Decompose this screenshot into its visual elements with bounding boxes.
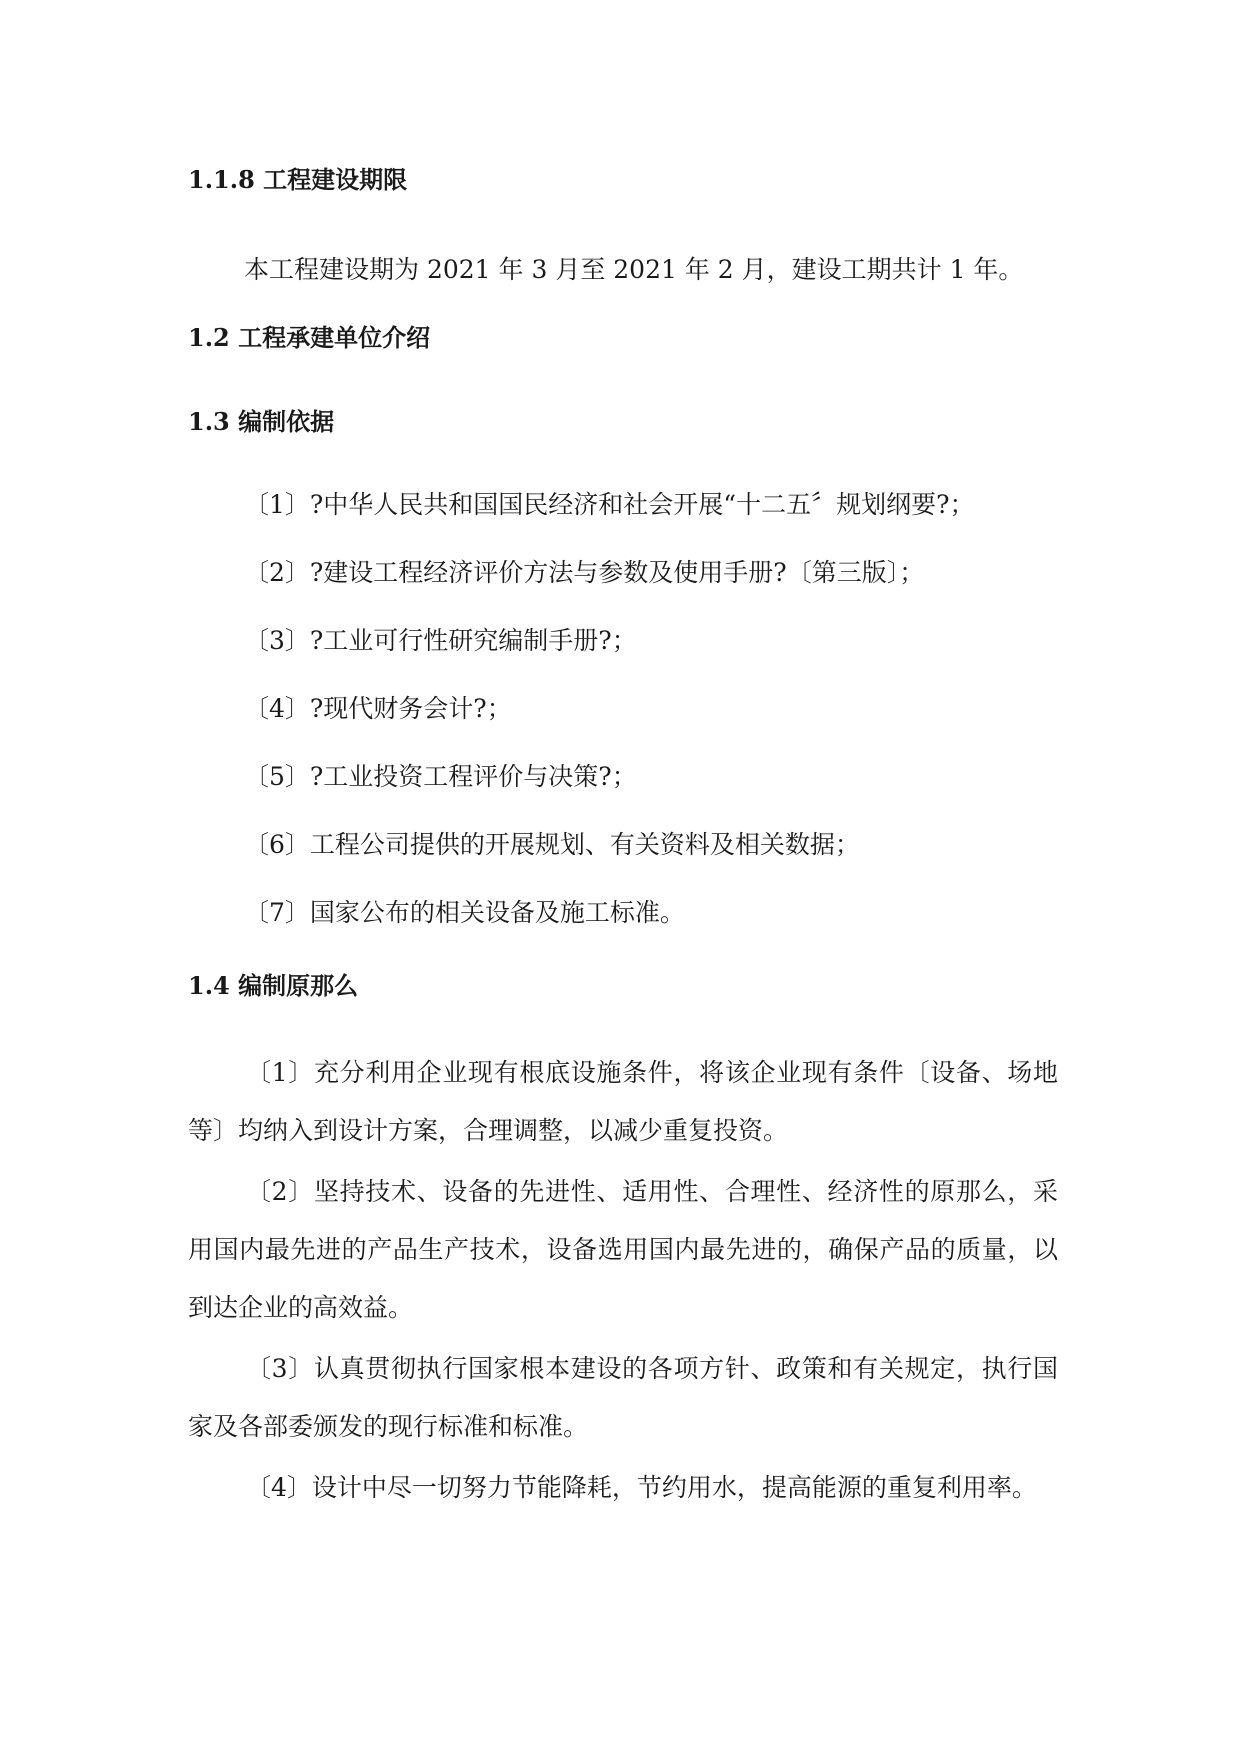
basis-item-1: 〔1〕?中华人民共和国国民经济和社会开展“十二五〞规划纲要?；: [244, 490, 975, 519]
principle-item-4: 〔4〕设计中尽一切努力节能降耗，节约用水，提高能源的重复利用率。: [246, 1473, 1037, 1502]
section-1-4-heading: 1.4 编制原那么: [188, 971, 359, 1000]
section-1-1-8-heading: 1.1.8 工程建设期限: [188, 165, 408, 194]
basis-item-6: 〔6〕工程公司提供的开展规划、有关资料及相关数据；: [244, 830, 860, 859]
principle-item-3: 〔3〕认真贯彻执行国家根本建设的各项方针、政策和有关规定，执行国家及各部委颁发的现行标准和标准。: [188, 1354, 1058, 1441]
section-1-3-heading: 1.3 编制依据: [188, 407, 335, 436]
basis-item-7: 〔7〕国家公布的相关设备及施工标准。: [244, 898, 685, 927]
section-1-2-heading: 1.2 工程承建单位介绍: [188, 323, 431, 352]
section-1-1-8-body: 本工程建设期为 2021 年 3 月至 2021 年 2 月，建设工期共计 1 年。: [244, 255, 1024, 284]
basis-item-5: 〔5〕?工业投资工程评价与决策?；: [244, 762, 637, 791]
basis-item-2: 〔2〕?建设工程经济评价方法与参数及使用手册?〔第三版〕；: [244, 558, 925, 587]
principle-item-2: 〔2〕坚持技术、设备的先进性、适用性、合理性、经济性的原那么，采用国内最先进的产品生产技术，设备选用国内最先进的，确保产品的质量，以到达企业的高效益。: [188, 1177, 1058, 1322]
basis-item-3: 〔3〕?工业可行性研究编制手册?；: [244, 626, 637, 655]
principle-item-1: 〔1〕充分利用企业现有根底设施条件，将该企业现有条件〔设备、场地等〕均纳入到设计方案，合理调整，以减少重复投资。: [188, 1058, 1058, 1145]
basis-item-4: 〔4〕?现代财务会计?；: [244, 694, 512, 723]
